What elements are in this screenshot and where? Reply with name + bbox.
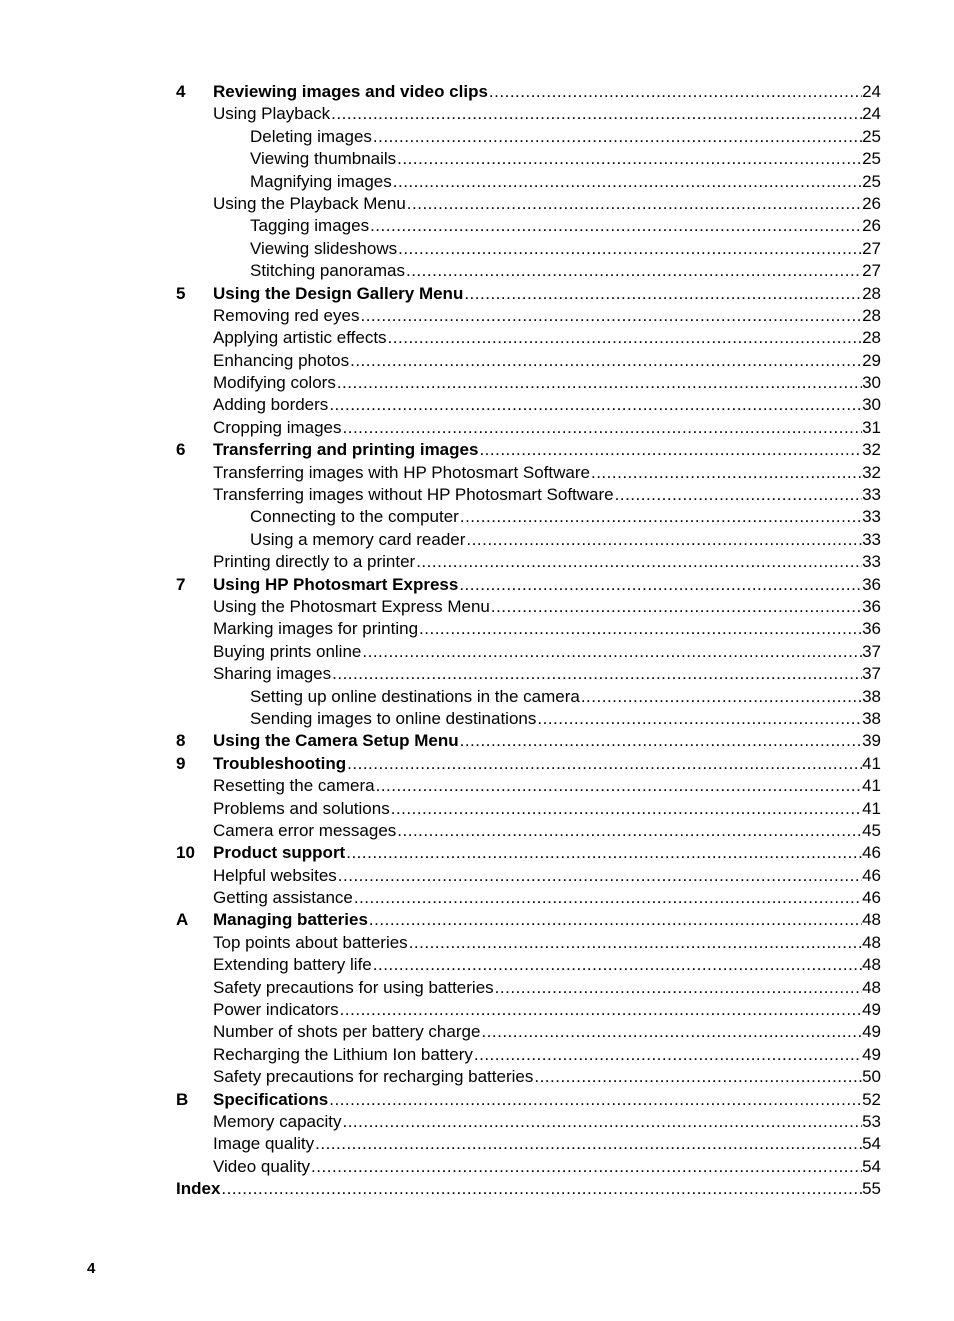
toc-entry-title: Transferring images without HP Photosmart Software [213,484,615,506]
toc-entry-page: 33 [862,529,881,551]
toc-entry[interactable] [176,932,881,954]
toc-entry-title: Deleting images [250,126,373,148]
toc-entry-page: 54 [862,1156,881,1178]
dot-leader [376,775,862,797]
toc-entry-page: 32 [862,439,881,461]
toc-entry[interactable] [176,148,881,170]
toc-entry-page: 54 [862,1133,881,1155]
page-number: 4 [87,1260,96,1277]
toc-entry-number: 6 [176,440,186,460]
dot-leader [466,529,862,551]
toc-entry-page: 52 [862,1089,881,1111]
table-of-contents [176,81,881,1201]
toc-entry-page: 37 [862,641,881,663]
toc-entry-page: 41 [862,798,881,820]
toc-entry[interactable] [176,618,881,640]
toc-entry[interactable] [176,663,881,685]
toc-entry[interactable] [176,350,881,372]
toc-entry-page: 41 [862,753,881,775]
toc-entry-page: 25 [862,148,881,170]
toc-entry-number: B [176,1089,189,1109]
dot-leader [459,574,862,596]
toc-chapter-entry[interactable] [176,81,881,103]
toc-entry-page: 33 [862,484,881,506]
toc-entry-page: 28 [862,283,881,305]
toc-chapter-entry[interactable] [176,909,881,931]
toc-entry-title: Camera error messages [213,820,397,842]
toc-entry-page: 48 [862,932,881,954]
dot-leader [537,708,862,730]
toc-entry-page: 39 [862,730,881,752]
toc-entry-number: 7 [176,574,186,594]
dot-leader [489,81,862,103]
toc-entry-title: Cropping images [213,417,343,439]
dot-leader [474,1044,862,1066]
toc-entry-page: 30 [862,372,881,394]
dot-leader [370,215,862,237]
toc-chapter-entry[interactable] [176,574,881,596]
toc-entry[interactable] [176,394,881,416]
dot-leader [591,462,862,484]
toc-chapter-entry[interactable] [176,439,881,461]
dot-leader [615,484,862,506]
toc-entry-page: 49 [862,999,881,1021]
toc-entry[interactable] [176,1066,881,1088]
dot-leader [481,1021,862,1043]
toc-entry[interactable] [176,215,881,237]
toc-entry[interactable] [176,954,881,976]
toc-entry-title: Helpful websites [213,865,338,887]
toc-entry-page: 36 [862,618,881,640]
toc-entry[interactable] [176,1156,881,1178]
toc-entry-title: Using the Camera Setup Menu [213,730,460,752]
toc-entry[interactable] [176,999,881,1021]
dot-leader [460,506,862,528]
toc-entry-page: 46 [862,865,881,887]
toc-entry-page: 55 [862,1178,881,1200]
dot-leader [221,1178,862,1200]
toc-entry-page: 45 [862,820,881,842]
toc-entry[interactable] [176,462,881,484]
toc-entry-title: Memory capacity [213,1111,342,1133]
toc-entry-page: 49 [862,1044,881,1066]
dot-leader [495,977,862,999]
toc-entry-number: 8 [176,731,186,751]
toc-entry-title: Viewing thumbnails [250,148,397,170]
toc-entry[interactable] [176,103,881,125]
dot-leader [409,932,862,954]
toc-entry-title: Index [176,1178,221,1200]
dot-leader [393,171,862,193]
toc-entry-page: 28 [862,327,881,349]
dot-leader [397,820,862,842]
dot-leader [340,999,862,1021]
toc-entry-title: Using the Photosmart Express Menu [213,596,491,618]
dot-leader [343,417,863,439]
toc-chapter-entry[interactable] [176,753,881,775]
toc-entry-title: Buying prints online [213,641,362,663]
toc-entry[interactable] [176,1021,881,1043]
toc-entry[interactable] [176,1133,881,1155]
dot-leader [534,1066,862,1088]
toc-entry[interactable] [176,1044,881,1066]
dot-leader [369,909,862,931]
toc-entry-title: Transferring and printing images [213,439,479,461]
toc-entry-title: Adding borders [213,394,329,416]
toc-entry-title: Using HP Photosmart Express [213,574,459,596]
toc-entry-number: 4 [176,82,186,101]
toc-entry-title: Tagging images [250,215,370,237]
dot-leader [419,618,862,640]
toc-entry-number: A [176,910,189,930]
toc-entry-title: Top points about batteries [213,932,409,954]
toc-entry[interactable] [176,417,881,439]
toc-entry-page: 49 [862,1021,881,1043]
toc-entry-title: Using Playback [213,103,331,125]
toc-entry-page: 50 [862,1066,881,1088]
toc-entry[interactable] [176,372,881,394]
toc-entry[interactable] [176,238,881,260]
toc-entry[interactable] [176,305,881,327]
toc-entry-page: 32 [862,462,881,484]
toc-chapter-entry[interactable] [176,283,881,305]
dot-leader [338,865,862,887]
toc-entry[interactable] [176,327,881,349]
toc-entry-title: Managing batteries [213,909,369,931]
dot-leader [464,283,862,305]
toc-entry[interactable] [176,977,881,999]
toc-chapter-entry[interactable] [176,730,881,752]
toc-entry-title: Viewing slideshows [250,238,398,260]
toc-entry-page: 28 [862,305,881,327]
toc-entry-page: 38 [862,708,881,730]
dot-leader [373,126,862,148]
toc-entry-page: 25 [862,126,881,148]
toc-entry[interactable] [176,1111,881,1133]
dot-leader [350,350,862,372]
toc-chapter-entry[interactable] [176,842,881,864]
dot-leader [337,372,862,394]
toc-entry[interactable] [176,641,881,663]
toc-entry[interactable] [176,865,881,887]
toc-entry-page: 46 [862,842,881,864]
toc-entry-title: Sending images to online destinations [250,708,537,730]
toc-entry[interactable] [176,126,881,148]
toc-entry-page: 33 [862,506,881,528]
dot-leader [347,753,862,775]
toc-entry-title: Transferring images with HP Photosmart Software [213,462,591,484]
dot-leader [311,1156,862,1178]
toc-entry-page: 48 [862,977,881,999]
toc-entry-page: 24 [862,81,881,103]
toc-entry-title: Problems and solutions [213,798,391,820]
toc-entry-title: Marking images for printing [213,618,419,640]
dot-leader [346,842,862,864]
toc-entry-title: Modifying colors [213,372,337,394]
dot-leader [406,260,862,282]
toc-entry-title: Getting assistance [213,887,354,909]
toc-entry[interactable] [176,887,881,909]
toc-chapter-entry[interactable] [176,1178,881,1200]
toc-entry-page: 48 [862,954,881,976]
dot-leader [391,798,862,820]
toc-entry-title: Power indicators [213,999,340,1021]
toc-entry-title: Image quality [213,1133,315,1155]
dot-leader [329,1089,862,1111]
toc-entry[interactable] [176,506,881,528]
dot-leader [416,551,862,573]
toc-entry-title: Connecting to the computer [250,506,460,528]
dot-leader [315,1133,862,1155]
toc-entry-title: Troubleshooting [213,753,347,775]
toc-entry-page: 46 [862,887,881,909]
dot-leader [491,596,862,618]
toc-entry-title: Stitching panoramas [250,260,406,282]
dot-leader [362,641,862,663]
toc-entry-number: 9 [176,753,186,773]
toc-entry[interactable] [176,820,881,842]
toc-entry-page: 36 [862,596,881,618]
dot-leader [354,887,862,909]
dot-leader [388,327,863,349]
toc-entry-page: 26 [862,215,881,237]
toc-entry[interactable] [176,260,881,282]
toc-entry[interactable] [176,798,881,820]
toc-entry-title: Reviewing images and video clips [213,81,489,103]
toc-entry-title: Magnifying images [250,171,393,193]
toc-entry-title: Extending battery life [213,954,373,976]
toc-entry-page: 30 [862,394,881,416]
toc-entry-page: 37 [862,663,881,685]
toc-entry-title: Video quality [213,1156,311,1178]
toc-entry-title: Resetting the camera [213,775,376,797]
toc-entry-page: 53 [862,1111,881,1133]
toc-entry-page: 38 [862,686,881,708]
toc-entry-number: 10 [176,843,195,863]
dot-leader [397,148,862,170]
dot-leader [360,305,862,327]
toc-entry-title: Applying artistic effects [213,327,388,349]
toc-entry-page: 36 [862,574,881,596]
toc-entry-title: Printing directly to a printer [213,551,416,573]
toc-entry-page: 29 [862,350,881,372]
toc-entry-page: 48 [862,909,881,931]
toc-entry-title: Removing red eyes [213,305,360,327]
toc-entry[interactable] [176,529,881,551]
dot-leader [342,1111,862,1133]
toc-entry-title: Safety precautions for using batteries [213,977,495,999]
toc-entry[interactable] [176,596,881,618]
toc-entry-title: Number of shots per battery charge [213,1021,481,1043]
toc-entry[interactable] [176,551,881,573]
dot-leader [479,439,862,461]
toc-entry-title: Specifications [213,1089,329,1111]
dot-leader [581,686,862,708]
dot-leader [373,954,862,976]
toc-chapter-entry[interactable] [176,1089,881,1111]
toc-entry[interactable] [176,171,881,193]
toc-entry-page: 25 [862,171,881,193]
toc-entry-title: Using the Playback Menu [213,193,407,215]
toc-entry-number: 5 [176,283,186,303]
toc-entry-title: Using a memory card reader [250,529,466,551]
toc-entry-page: 27 [862,260,881,282]
dot-leader [331,103,862,125]
dot-leader [407,193,862,215]
toc-entry-page: 41 [862,775,881,797]
toc-entry-page: 26 [862,193,881,215]
toc-entry[interactable] [176,484,881,506]
dot-leader [332,663,862,685]
toc-entry-title: Setting up online destinations in the camera [250,686,581,708]
toc-entry-page: 33 [862,551,881,573]
toc-entry-page: 31 [862,417,881,439]
toc-entry[interactable] [176,775,881,797]
toc-entry-page: 27 [862,238,881,260]
dot-leader [329,394,862,416]
toc-entry[interactable] [176,193,881,215]
toc-entry-title: Recharging the Lithium Ion battery [213,1044,474,1066]
toc-entry-page: 24 [862,103,881,125]
toc-entry-title: Enhancing photos [213,350,350,372]
toc-entry-title: Sharing images [213,663,332,685]
dot-leader [398,238,862,260]
toc-entry[interactable] [176,708,881,730]
toc-entry[interactable] [176,686,881,708]
toc-entry-title: Using the Design Gallery Menu [213,283,464,305]
toc-entry-title: Safety precautions for recharging batteries [213,1066,534,1088]
toc-entry-title: Product support [213,842,346,864]
dot-leader [460,730,862,752]
